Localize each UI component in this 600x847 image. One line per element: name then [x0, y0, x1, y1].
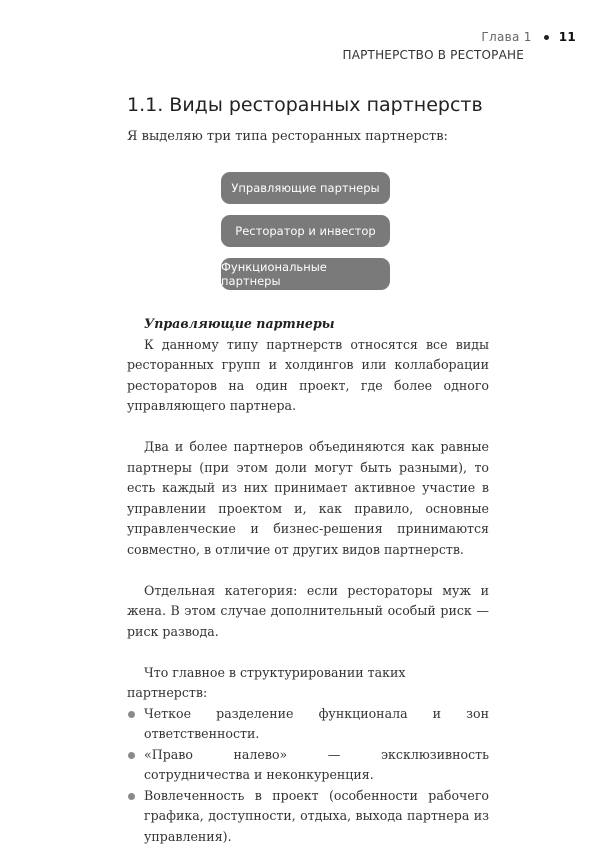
partner-type-functional: Функциональные партнеры: [221, 258, 390, 290]
partner-type-restaurateur-investor: Ресторатор и инвестор: [221, 215, 390, 247]
partnership-types-diagram: [221, 172, 390, 301]
chapter-title: ПАРТНЕРСТВО В РЕСТОРАНЕ: [0, 48, 524, 62]
running-head: [0, 30, 576, 62]
bullet-list: [127, 704, 489, 847]
bullet-icon: [544, 35, 549, 40]
partner-type-managing: Управляющие партнеры: [221, 172, 390, 204]
section-intro: Я выделяю три типа ресторанных партнерств:: [127, 129, 448, 144]
page-number: 11: [559, 30, 576, 44]
body-text: [127, 314, 489, 847]
list-item: Вовлеченность в проект (особенности рабочего графика, доступности, отдыха, выхода партнера из управления).: [127, 786, 489, 847]
list-item: Четкое разделение функционала и зон ответственности.: [127, 704, 489, 745]
running-head-top: [0, 30, 576, 44]
paragraph: Отдельная категория: если рестораторы муж и жена. В этом случае дополнительный особый риск — риск развода.: [127, 581, 489, 643]
paragraph: Два и более партнеров объединяются как равные партнеры (при этом доли могут быть разными), то есть каждый из них принимает активное участие в управлении проектом и, как правило, основные управленческие и бизнес-решения принимаются совместно, в отличие от других видов партнерств.: [127, 437, 489, 560]
paragraph: К данному типу партнерств относятся все виды ресторанных групп и холдингов или коллаборации рестораторов на один проект, где более одного управляющего партнера.: [127, 335, 489, 417]
list-intro: Что главное в структурировании таких партнерств:: [127, 663, 489, 704]
section-title: 1.1. Виды ресторанных партнерств: [127, 94, 483, 116]
chapter-label: Глава 1: [481, 30, 531, 44]
list-item: «Право налево» — эксклюзивность сотрудничества и неконкуренция.: [127, 745, 489, 786]
subsection-heading: Управляющие партнеры: [144, 314, 489, 335]
